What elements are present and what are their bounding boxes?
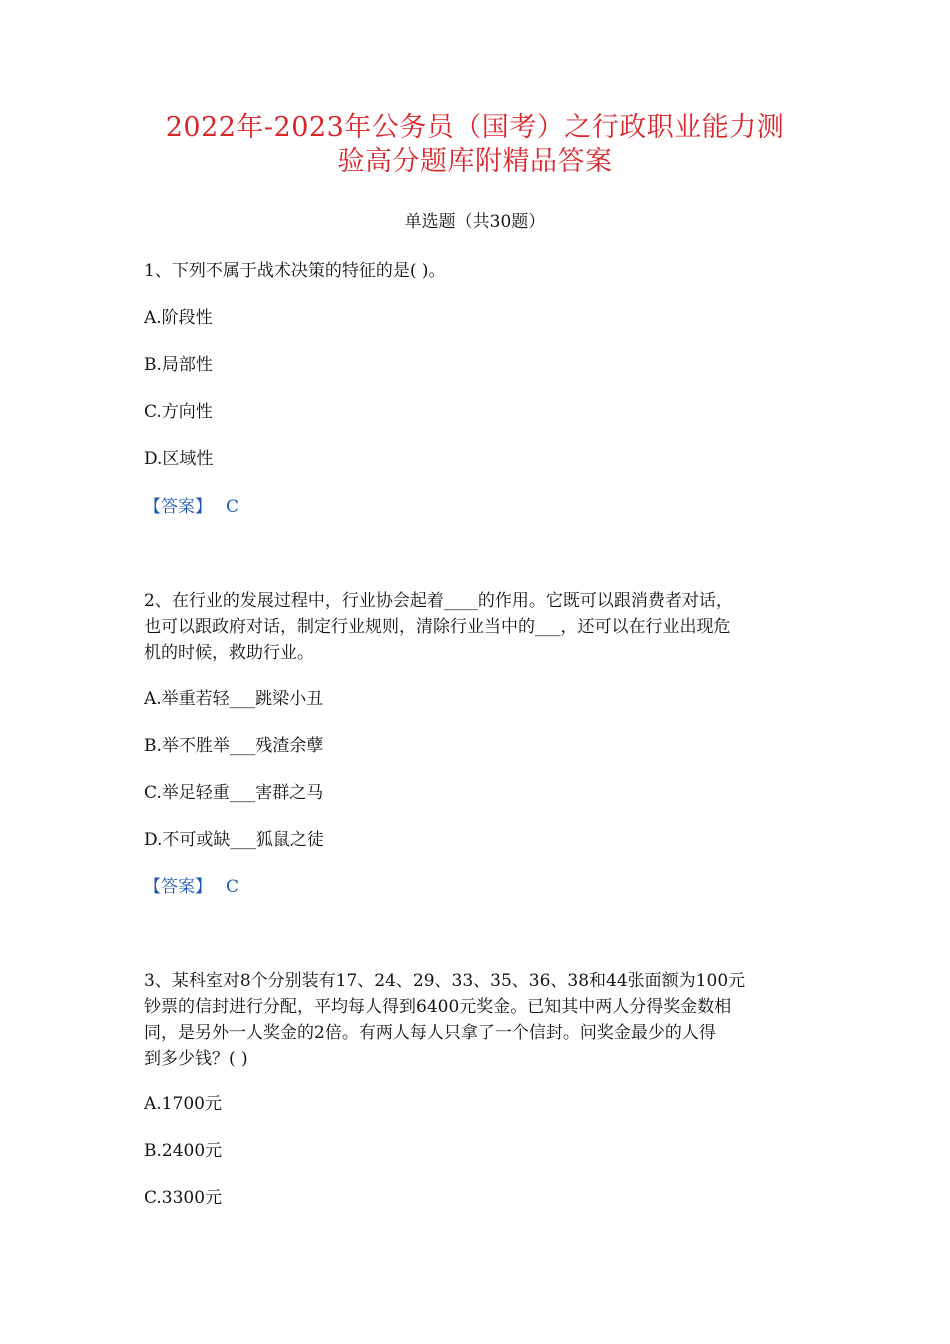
question-1-option-c: C.方向性 (144, 402, 213, 422)
question-3-option-c: C.3300元 (144, 1188, 223, 1208)
question-1-answer (144, 494, 239, 520)
document-title-line-1: 2022年-2023年公务员（国考）之行政职业能力测 (165, 112, 785, 143)
question-3-stem-line-2: 钞票的信封进行分配，平均每人得到6400元奖金。已知其中两人分得奖金数相 (144, 997, 732, 1017)
question-1-option-a: A.阶段性 (144, 308, 213, 328)
question-1-stem: 1、下列不属于战术决策的特征的是( )。 (144, 261, 446, 281)
answer-value: C (226, 497, 240, 517)
question-2-option-d: D.不可或缺___狐鼠之徒 (144, 830, 324, 850)
question-3-stem-line-3: 同，是另外一人奖金的2倍。有两人每人只拿了一个信封。问奖金最少的人得 (144, 1023, 716, 1043)
question-2-option-b: B.举不胜举___残渣余孽 (144, 736, 324, 756)
document-title-line-2: 验高分题库附精品答案 (337, 146, 613, 177)
question-2-answer (144, 874, 239, 900)
question-2-option-c: C.举足轻重___害群之马 (144, 783, 324, 803)
question-2-option-a: A.举重若轻___跳梁小丑 (144, 689, 324, 709)
section-heading: 单选题（共30题） (404, 212, 546, 232)
question-3-stem-line-4: 到多少钱？( ) (144, 1049, 248, 1069)
answer-value: C (226, 877, 240, 897)
question-2-stem-line-2: 也可以跟政府对话，制定行业规则，清除行业当中的___，还可以在行业出现危 (144, 617, 731, 637)
question-3-option-a: A.1700元 (144, 1094, 222, 1114)
question-3-option-b: B.2400元 (144, 1141, 223, 1161)
question-1-option-d: D.区域性 (144, 449, 214, 469)
question-2-stem-line-3: 机的时候，救助行业。 (144, 643, 314, 663)
question-3-stem-line-1: 3、某科室对8个分别装有17、24、29、33、35、36、38和44张面额为100元 (144, 971, 746, 991)
question-1-option-b: B.局部性 (144, 355, 213, 375)
answer-label: 【答案】 (144, 877, 212, 897)
answer-label: 【答案】 (144, 497, 212, 517)
question-2-stem-line-1: 2、在行业的发展过程中，行业协会起着____的作用。它既可以跟消费者对话， (144, 591, 733, 611)
